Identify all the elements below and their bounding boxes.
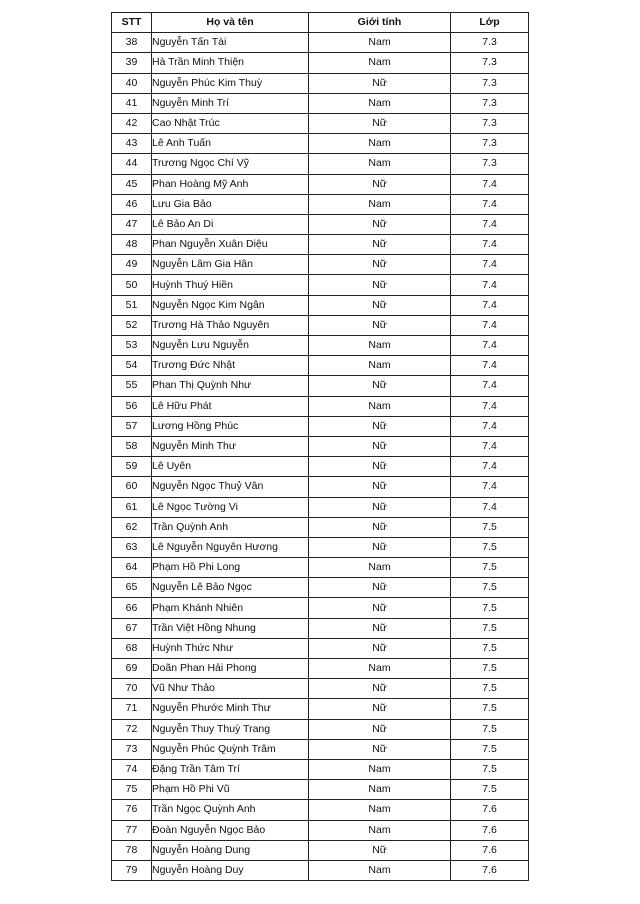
cell-gender: Nam xyxy=(309,800,451,820)
cell-gender: Nữ xyxy=(309,214,451,234)
cell-stt: 65 xyxy=(112,578,152,598)
cell-class: 7.4 xyxy=(451,376,529,396)
cell-stt: 75 xyxy=(112,780,152,800)
table-row xyxy=(112,336,529,356)
cell-gender: Nữ xyxy=(309,739,451,759)
cell-gender: Nữ xyxy=(309,638,451,658)
cell-stt: 48 xyxy=(112,235,152,255)
cell-name: Nguyễn Lê Bảo Ngọc xyxy=(152,578,309,598)
cell-name: Nguyễn Lâm Gia Hân xyxy=(152,255,309,275)
cell-stt: 58 xyxy=(112,436,152,456)
table-row xyxy=(112,739,529,759)
cell-stt: 51 xyxy=(112,295,152,315)
cell-gender: Nam xyxy=(309,336,451,356)
table-row xyxy=(112,558,529,578)
cell-stt: 69 xyxy=(112,659,152,679)
cell-name: Huỳnh Thuý Hiền xyxy=(152,275,309,295)
table-row xyxy=(112,497,529,517)
cell-class: 7.3 xyxy=(451,134,529,154)
cell-gender: Nam xyxy=(309,134,451,154)
cell-name: Nguyễn Lưu Nguyễn xyxy=(152,336,309,356)
table-row xyxy=(112,719,529,739)
cell-class: 7.4 xyxy=(451,356,529,376)
table-row xyxy=(112,436,529,456)
cell-stt: 55 xyxy=(112,376,152,396)
cell-gender: Nữ xyxy=(309,840,451,860)
cell-gender: Nam xyxy=(309,154,451,174)
cell-class: 7.4 xyxy=(451,214,529,234)
table-row xyxy=(112,315,529,335)
cell-class: 7.5 xyxy=(451,719,529,739)
cell-name: Lê Bảo An Di xyxy=(152,214,309,234)
table-row xyxy=(112,53,529,73)
table-row xyxy=(112,800,529,820)
cell-stt: 49 xyxy=(112,255,152,275)
cell-stt: 46 xyxy=(112,194,152,214)
cell-gender: Nam xyxy=(309,820,451,840)
cell-gender: Nữ xyxy=(309,719,451,739)
cell-class: 7.4 xyxy=(451,275,529,295)
cell-gender: Nam xyxy=(309,558,451,578)
cell-gender: Nữ xyxy=(309,618,451,638)
header-gender: Giới tính xyxy=(309,13,451,33)
cell-name: Lưu Gia Bảo xyxy=(152,194,309,214)
cell-gender: Nữ xyxy=(309,275,451,295)
table-row xyxy=(112,93,529,113)
table-row xyxy=(112,840,529,860)
cell-gender: Nữ xyxy=(309,174,451,194)
cell-name: Phạm Hồ Phi Vũ xyxy=(152,780,309,800)
cell-gender: Nam xyxy=(309,860,451,880)
cell-stt: 39 xyxy=(112,53,152,73)
cell-gender: Nam xyxy=(309,780,451,800)
cell-stt: 59 xyxy=(112,457,152,477)
cell-class: 7.5 xyxy=(451,578,529,598)
cell-stt: 50 xyxy=(112,275,152,295)
cell-stt: 70 xyxy=(112,679,152,699)
table-row xyxy=(112,255,529,275)
cell-class: 7.6 xyxy=(451,860,529,880)
cell-stt: 72 xyxy=(112,719,152,739)
cell-class: 7.4 xyxy=(451,336,529,356)
cell-name: Nguyễn Phúc Kim Thuỳ xyxy=(152,73,309,93)
cell-name: Trần Quỳnh Anh xyxy=(152,517,309,537)
cell-gender: Nam xyxy=(309,396,451,416)
cell-class: 7.4 xyxy=(451,235,529,255)
cell-gender: Nữ xyxy=(309,436,451,456)
table-row xyxy=(112,174,529,194)
table-row xyxy=(112,598,529,618)
cell-stt: 57 xyxy=(112,416,152,436)
cell-gender: Nữ xyxy=(309,598,451,618)
cell-name: Hà Trần Minh Thiện xyxy=(152,53,309,73)
table-row xyxy=(112,860,529,880)
cell-stt: 42 xyxy=(112,113,152,133)
cell-class: 7.5 xyxy=(451,517,529,537)
cell-name: Phạm Hồ Phi Long xyxy=(152,558,309,578)
cell-gender: Nam xyxy=(309,356,451,376)
cell-name: Đoàn Nguyễn Ngọc Bảo xyxy=(152,820,309,840)
cell-class: 7.4 xyxy=(451,295,529,315)
cell-gender: Nữ xyxy=(309,295,451,315)
cell-name: Trương Ngọc Chí Vỹ xyxy=(152,154,309,174)
table-row xyxy=(112,134,529,154)
cell-class: 7.4 xyxy=(451,457,529,477)
cell-class: 7.5 xyxy=(451,537,529,557)
table-row xyxy=(112,578,529,598)
cell-stt: 73 xyxy=(112,739,152,759)
cell-name: Nguyễn Ngọc Thuỷ Vân xyxy=(152,477,309,497)
cell-stt: 38 xyxy=(112,33,152,53)
cell-name: Doãn Phan Hải Phong xyxy=(152,659,309,679)
cell-name: Trần Việt Hồng Nhung xyxy=(152,618,309,638)
cell-name: Phạm Khánh Nhiên xyxy=(152,598,309,618)
header-class: Lớp xyxy=(451,13,529,33)
table-row xyxy=(112,194,529,214)
cell-gender: Nữ xyxy=(309,679,451,699)
cell-stt: 56 xyxy=(112,396,152,416)
cell-gender: Nữ xyxy=(309,477,451,497)
cell-class: 7.5 xyxy=(451,699,529,719)
cell-class: 7.5 xyxy=(451,659,529,679)
cell-name: Trương Hà Thảo Nguyên xyxy=(152,315,309,335)
cell-gender: Nam xyxy=(309,33,451,53)
cell-stt: 63 xyxy=(112,537,152,557)
cell-name: Nguyễn Minh Thư xyxy=(152,436,309,456)
cell-name: Huỳnh Thức Như xyxy=(152,638,309,658)
table-row xyxy=(112,780,529,800)
cell-class: 7.4 xyxy=(451,315,529,335)
cell-class: 7.4 xyxy=(451,174,529,194)
header-row xyxy=(112,13,529,33)
cell-name: Nguyễn Minh Trí xyxy=(152,93,309,113)
cell-stt: 44 xyxy=(112,154,152,174)
cell-stt: 78 xyxy=(112,840,152,860)
cell-name: Nguyễn Ngọc Kim Ngân xyxy=(152,295,309,315)
cell-gender: Nữ xyxy=(309,457,451,477)
header-name: Họ và tên xyxy=(152,13,309,33)
table-row xyxy=(112,214,529,234)
cell-class: 7.4 xyxy=(451,436,529,456)
table-row xyxy=(112,73,529,93)
cell-class: 7.5 xyxy=(451,739,529,759)
cell-gender: Nữ xyxy=(309,73,451,93)
table-row xyxy=(112,295,529,315)
cell-class: 7.4 xyxy=(451,255,529,275)
cell-stt: 43 xyxy=(112,134,152,154)
table-row xyxy=(112,659,529,679)
cell-stt: 52 xyxy=(112,315,152,335)
cell-class: 7.6 xyxy=(451,800,529,820)
cell-class: 7.4 xyxy=(451,477,529,497)
cell-class: 7.5 xyxy=(451,558,529,578)
cell-stt: 67 xyxy=(112,618,152,638)
cell-stt: 41 xyxy=(112,93,152,113)
table-body xyxy=(112,33,529,881)
cell-name: Phan Hoàng Mỹ Anh xyxy=(152,174,309,194)
cell-gender: Nữ xyxy=(309,517,451,537)
cell-class: 7.6 xyxy=(451,820,529,840)
cell-name: Lê Uyên xyxy=(152,457,309,477)
cell-name: Cao Nhật Trúc xyxy=(152,113,309,133)
cell-class: 7.4 xyxy=(451,194,529,214)
cell-class: 7.5 xyxy=(451,618,529,638)
cell-stt: 45 xyxy=(112,174,152,194)
cell-stt: 62 xyxy=(112,517,152,537)
table-row xyxy=(112,356,529,376)
table-row xyxy=(112,154,529,174)
cell-class: 7.4 xyxy=(451,497,529,517)
cell-stt: 71 xyxy=(112,699,152,719)
cell-class: 7.3 xyxy=(451,73,529,93)
cell-stt: 66 xyxy=(112,598,152,618)
cell-stt: 74 xyxy=(112,759,152,779)
cell-class: 7.3 xyxy=(451,33,529,53)
cell-class: 7.4 xyxy=(451,396,529,416)
cell-class: 7.3 xyxy=(451,93,529,113)
cell-name: Lê Anh Tuấn xyxy=(152,134,309,154)
cell-stt: 77 xyxy=(112,820,152,840)
cell-name: Nguyễn Thuy Thuỳ Trang xyxy=(152,719,309,739)
cell-class: 7.4 xyxy=(451,416,529,436)
table-row xyxy=(112,618,529,638)
cell-gender: Nam xyxy=(309,53,451,73)
table-row xyxy=(112,113,529,133)
table-row xyxy=(112,699,529,719)
cell-class: 7.5 xyxy=(451,759,529,779)
student-table xyxy=(111,12,529,881)
cell-name: Lê Ngọc Tường Vi xyxy=(152,497,309,517)
cell-name: Nguyễn Hoàng Dung xyxy=(152,840,309,860)
table-row xyxy=(112,638,529,658)
cell-class: 7.6 xyxy=(451,840,529,860)
cell-name: Lê Hữu Phát xyxy=(152,396,309,416)
cell-name: Nguyễn Hoàng Duy xyxy=(152,860,309,880)
cell-stt: 64 xyxy=(112,558,152,578)
cell-gender: Nữ xyxy=(309,235,451,255)
cell-gender: Nam xyxy=(309,93,451,113)
cell-name: Nguyễn Phúc Quỳnh Trâm xyxy=(152,739,309,759)
cell-stt: 60 xyxy=(112,477,152,497)
cell-class: 7.3 xyxy=(451,53,529,73)
cell-name: Trần Ngọc Quỳnh Anh xyxy=(152,800,309,820)
table-row xyxy=(112,275,529,295)
table-row xyxy=(112,537,529,557)
table-row xyxy=(112,33,529,53)
cell-gender: Nữ xyxy=(309,255,451,275)
cell-stt: 53 xyxy=(112,336,152,356)
header-stt: STT xyxy=(112,13,152,33)
table-row xyxy=(112,820,529,840)
cell-gender: Nữ xyxy=(309,416,451,436)
cell-gender: Nam xyxy=(309,659,451,679)
cell-gender: Nữ xyxy=(309,315,451,335)
cell-gender: Nữ xyxy=(309,113,451,133)
table-row xyxy=(112,517,529,537)
cell-class: 7.3 xyxy=(451,113,529,133)
cell-stt: 47 xyxy=(112,214,152,234)
table-row xyxy=(112,235,529,255)
cell-name: Vũ Như Thảo xyxy=(152,679,309,699)
cell-gender: Nữ xyxy=(309,497,451,517)
table-row xyxy=(112,396,529,416)
cell-stt: 54 xyxy=(112,356,152,376)
cell-class: 7.5 xyxy=(451,780,529,800)
table-row xyxy=(112,477,529,497)
cell-name: Phan Nguyễn Xuân Diệu xyxy=(152,235,309,255)
cell-gender: Nam xyxy=(309,759,451,779)
cell-gender: Nữ xyxy=(309,376,451,396)
cell-stt: 68 xyxy=(112,638,152,658)
table-row xyxy=(112,457,529,477)
cell-class: 7.5 xyxy=(451,679,529,699)
cell-name: Đặng Trần Tâm Trí xyxy=(152,759,309,779)
cell-gender: Nam xyxy=(309,194,451,214)
cell-name: Nguyễn Phước Minh Thư xyxy=(152,699,309,719)
cell-name: Lê Nguyễn Nguyên Hương xyxy=(152,537,309,557)
cell-name: Trương Đức Nhật xyxy=(152,356,309,376)
table-row xyxy=(112,376,529,396)
cell-gender: Nữ xyxy=(309,537,451,557)
cell-stt: 40 xyxy=(112,73,152,93)
table-row xyxy=(112,416,529,436)
cell-class: 7.3 xyxy=(451,154,529,174)
cell-class: 7.5 xyxy=(451,638,529,658)
cell-stt: 76 xyxy=(112,800,152,820)
cell-stt: 79 xyxy=(112,860,152,880)
cell-class: 7.5 xyxy=(451,598,529,618)
cell-name: Nguyễn Tấn Tài xyxy=(152,33,309,53)
table-row xyxy=(112,679,529,699)
cell-gender: Nữ xyxy=(309,578,451,598)
table-row xyxy=(112,759,529,779)
cell-name: Lương Hồng Phúc xyxy=(152,416,309,436)
cell-gender: Nữ xyxy=(309,699,451,719)
cell-name: Phan Thị Quỳnh Như xyxy=(152,376,309,396)
cell-stt: 61 xyxy=(112,497,152,517)
